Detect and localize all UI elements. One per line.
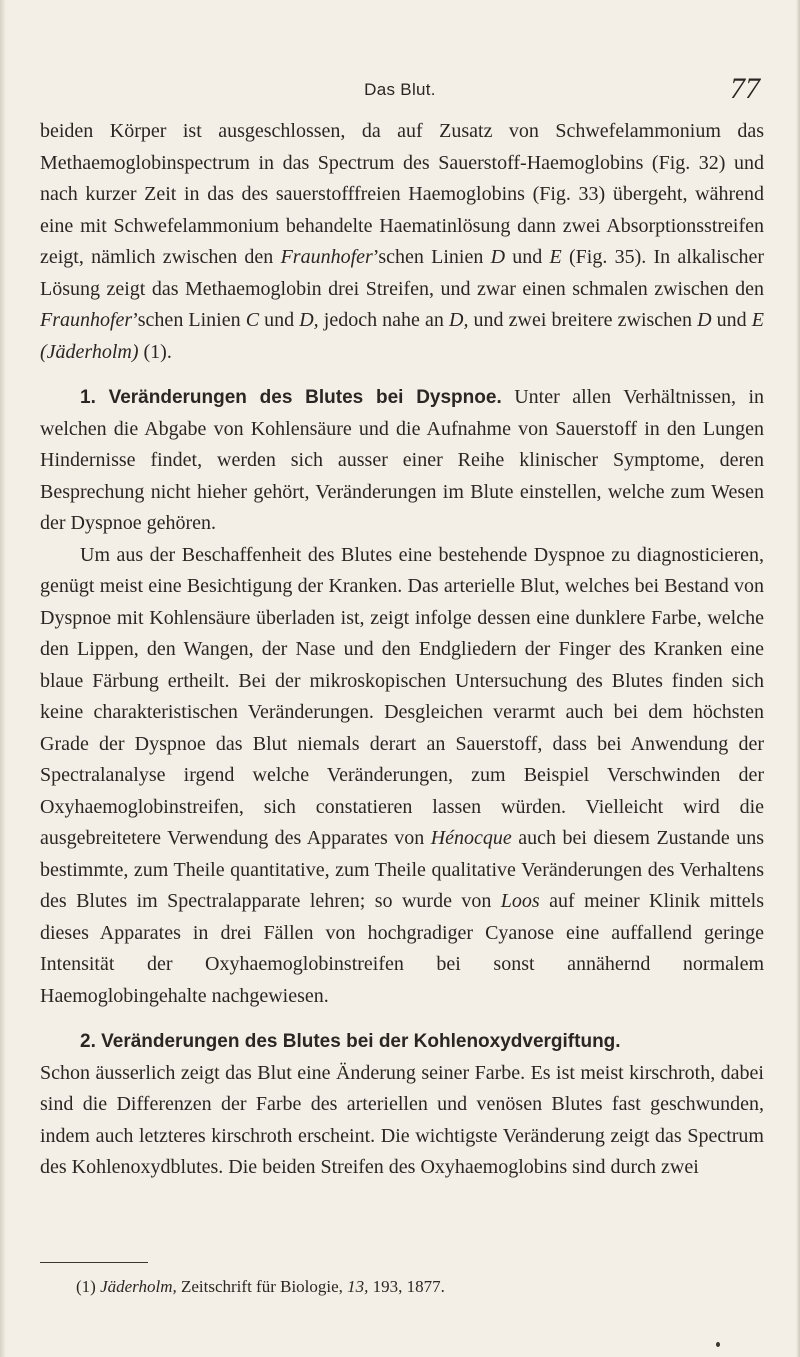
- footnote-author: Jäderholm,: [100, 1277, 177, 1296]
- paragraph-continuation: [40, 116, 764, 368]
- text-run: ’schen Linien: [372, 246, 491, 268]
- body-text: [40, 116, 764, 1184]
- text-run: Um aus der Beschaffenheit des Blutes eine bestehende Dyspnoe zu diagnosticieren, genügt meist eine Besichtigung der Kranken. Das arterielle Blut, welches bei Bestand von Dyspnoe mit Kohlensäure überladen ist, zeigt infolge dessen eine dunklere Farbe, welche den Lippen, den Wangen, der Nase und den Endgliedern der Finger des Kranken eine blaue Färbung ertheilt. Bei der mikroskopischen Untersuchung des Blutes finden sich keine charakteristischen Veränderungen. Desgleichen verarmt auch bei dem höchsten Grade der Dyspnoe das Blut niemals derart an Sauerstoff, dass bei Anwendung der Spectralanalyse irgend welche Veränderungen, zum Beispiel Verschwinden der Oxyhaemoglobinstreifen, sich constatieren lassen würden. Vielleicht wird die ausgebreitetere Verwendung des Apparates von: [40, 543, 764, 849]
- page-number: 77: [730, 72, 760, 105]
- ink-speck: [716, 1342, 720, 1347]
- section-heading-kohlenoxyd: 2. Veränderungen des Blutes bei der Kohlenoxydvergiftung.: [80, 1031, 621, 1052]
- text-run: ’schen Linien: [132, 309, 246, 331]
- text-run: und: [505, 246, 550, 268]
- running-head: Das Blut.: [364, 80, 436, 99]
- citation-name: E (Jäderholm): [40, 309, 764, 363]
- person-name: Loos: [500, 890, 540, 912]
- footnote-pages-year: 193, 1877.: [368, 1277, 445, 1296]
- person-name: Hénocque: [430, 827, 512, 849]
- person-name: Fraunhofer: [40, 309, 133, 331]
- page-header: [40, 72, 760, 112]
- spectral-line-label: D: [490, 246, 506, 268]
- footnote-divider: [40, 1262, 148, 1263]
- section-heading-dyspnoe: 1. Veränderungen des Blutes bei Dyspnoe.: [80, 387, 502, 408]
- footnote-volume: 13,: [347, 1277, 369, 1296]
- spectral-line-label: E: [549, 246, 562, 268]
- text-run: Schon äusserlich zeigt das Blut eine Änderung seiner Farbe. Es ist meist kirschroth, dabei sind die Differenzen der Farbe des arteriellen und venösen Blutes fast geschwunden, indem auch letzteres kirschroth erscheint. Die wichtigste Veränderung zeigt das Spectrum des Kohlenoxydblutes. Die beiden Streifen des Oxyhaemoglobins sind durch zwei: [40, 1061, 764, 1178]
- footnote-ref: (1).: [138, 340, 172, 363]
- text-run: und zwei breitere zwischen: [468, 309, 698, 331]
- spectral-line-label: D,: [449, 309, 469, 331]
- footnote-journal: Zeitschrift für Biologie,: [176, 1277, 348, 1296]
- text-run: und: [711, 309, 752, 331]
- footnote: [76, 1276, 776, 1298]
- spectral-line-label: D: [697, 309, 712, 331]
- text-run: und: [259, 309, 300, 331]
- text-run: (Fig. 35). In alkalischer Lösung zeigt das Methaemoglobin drei Streifen, und zwar einen schmalen zwischen den: [40, 246, 765, 300]
- text-run: auch bei diesem Zustande uns bestimmte, zum Theile quantitative, zum Theile qualitative Veränderungen des Verhaltens des Blutes im Spectralapparate lehren; so wurde von: [40, 827, 764, 912]
- section-1-paragraph: [40, 382, 764, 540]
- page-edge-shadow-right: [796, 0, 800, 1357]
- spectral-line-label: D,: [299, 309, 319, 331]
- text-run: beiden Körper ist ausgeschlossen, da auf Zusatz von Schwefelammonium das Methaemoglobinspectrum in das Spectrum des Sauerstoff-Haemoglobins (Fig. 32) und nach kurzer Zeit in das des sauerstofffreien Haemoglobins (Fig. 33) übergeht, während eine mit Schwefelammonium behandelte Haematinlösung dann zwei Absorptionsstreifen zeigt, nämlich zwischen den: [40, 120, 764, 268]
- section-1-paragraph-2: [40, 540, 764, 1013]
- text-run: jedoch nahe an: [318, 309, 449, 331]
- spectral-line-label: C: [245, 309, 260, 331]
- text-run: Unter allen Verhältnissen, in welchen die Abgabe von Kohlensäure und die Aufnahme von Sauerstoff in den Lungen Hindernisse findet, werden sich ausser einer Reihe klinischer Symptome, deren Besprechung nicht hieher gehört, Veränderungen im Blute einstellen, welche zum Wesen der Dyspnoe gehören.: [40, 386, 764, 534]
- section-2-paragraph: [40, 1026, 764, 1184]
- page-edge-shadow-left: [0, 0, 6, 1357]
- person-name: Fraunhofer: [280, 246, 373, 268]
- footnote-marker: (1): [76, 1277, 96, 1296]
- text-run: auf meiner Klinik mittels dieses Apparates in drei Fällen von hochgradiger Cyanose eine auffallend geringe Intensität der Oxyhaemoglobinstreifen bei sonst annähernd normalem Haemoglobingehalte nachgewiesen.: [40, 890, 765, 1007]
